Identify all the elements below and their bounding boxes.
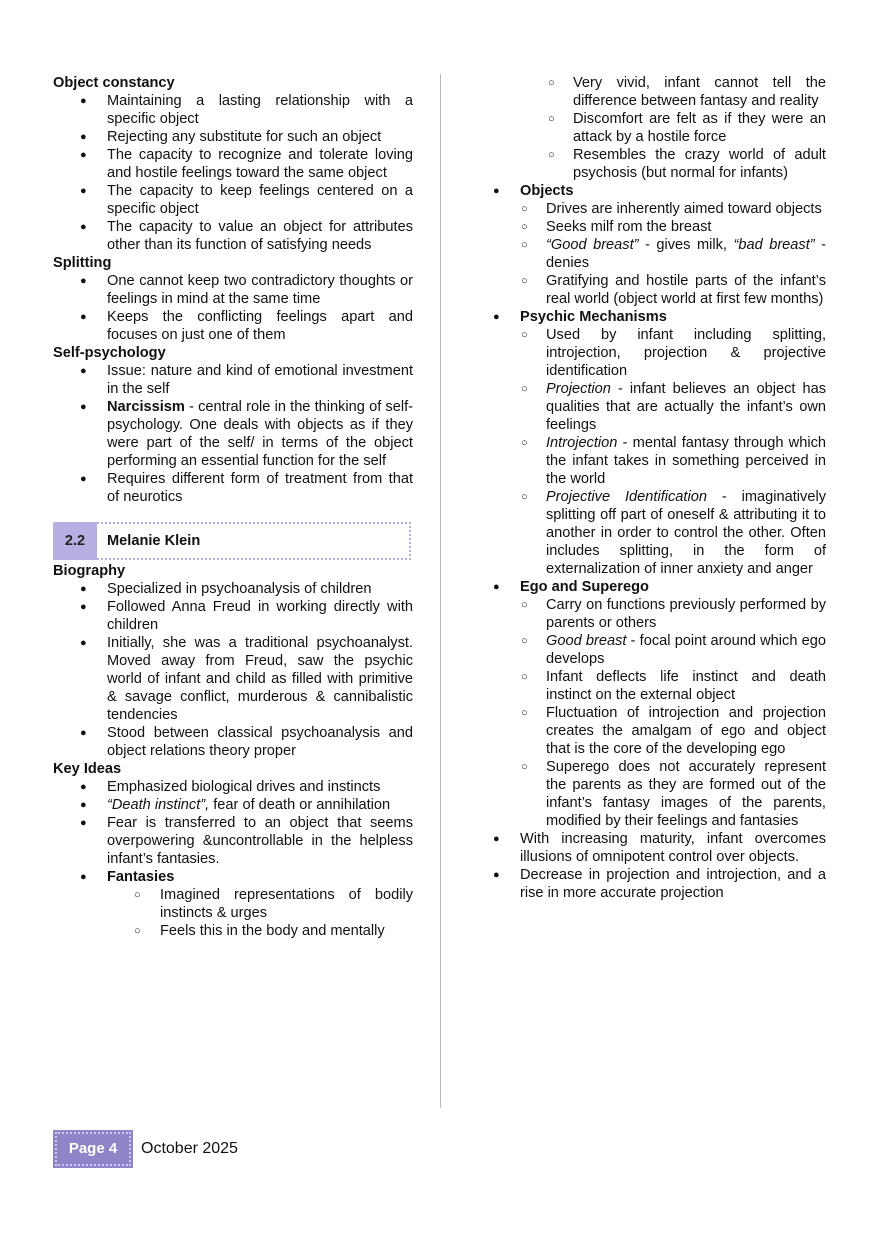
section-header — [53, 522, 411, 560]
column-divider — [440, 74, 441, 1108]
term-introjection: Introjection — [546, 435, 618, 451]
page-number-badge: Page 4 — [53, 1130, 133, 1168]
sub-list-item: ○ Carry on functions previously performed by parents or others — [493, 596, 826, 632]
term-good-breast: Good breast — [546, 633, 627, 649]
sub-list-item: ○ Very vivid, infant cannot tell the difference between fantasy and reality — [520, 74, 826, 110]
ego-sublist — [493, 596, 826, 830]
section-number: 2.2 — [53, 522, 97, 560]
sub-list-item — [493, 488, 826, 578]
sub-list-item: ○ Seeks milf rom the breast — [493, 218, 826, 236]
list-item: ● Keeps the conflicting feelings apart and focuses on just one of them — [53, 308, 413, 344]
list-item: ● The capacity to value an object for attributes other than its function of satisfying needs — [53, 218, 413, 254]
biography-list — [53, 580, 413, 760]
list-item: ● Issue: nature and kind of emotional investment in the self — [53, 362, 413, 398]
list-item: ● The capacity to recognize and tolerate loving and hostile feelings toward the same object — [53, 146, 413, 182]
list-item — [53, 398, 413, 470]
list-item: ● Decrease in projection and introjection, and a rise in more accurate projection — [493, 866, 826, 902]
term-bad-breast: “bad breast” — [733, 237, 815, 253]
list-item-ego-superego — [493, 578, 826, 830]
term-objects: Objects — [520, 183, 574, 199]
heading-object-constancy: Object constancy — [53, 75, 175, 91]
list-item: ● Specialized in psychoanalysis of children — [53, 580, 413, 598]
term-definition: - imaginatively splitting off part of oneself & attributing it to another in order to control the other. Often includes splitting, in the form of externalization of inner anxiety and anger — [546, 489, 826, 577]
sub-list-item — [493, 236, 826, 272]
text-run: - denies — [546, 237, 827, 271]
list-item: ● Followed Anna Freud in working directly with children — [53, 598, 413, 634]
list-item: ● Maintaining a lasting relationship with a specific object — [53, 92, 413, 128]
sub-list-item — [493, 632, 826, 668]
right-main-list — [493, 182, 826, 902]
text-run: - gives milk, — [638, 237, 734, 253]
objects-sublist — [493, 200, 826, 308]
term-death-instinct: “Death instinct”, — [107, 797, 210, 813]
self-psychology-list — [53, 362, 413, 506]
term-ego-superego: Ego and Superego — [520, 579, 649, 595]
list-item: ● Emphasized biological drives and instincts — [53, 778, 413, 796]
list-item — [53, 796, 413, 814]
term-projective-identification: Projective Identification — [546, 489, 707, 505]
term-definition: - focal point around which ego develops — [546, 633, 826, 667]
heading-key-ideas: Key Ideas — [53, 761, 122, 777]
list-item-psychic-mechanisms — [493, 308, 826, 578]
fantasies-continued-sublist — [520, 74, 826, 182]
sub-list-item: ○ Resembles the crazy world of adult psychosis (but normal for infants) — [520, 146, 826, 182]
fantasies-sublist — [107, 886, 413, 940]
term-definition: - central role in the thinking of self-psychology. One deals with objects as if they were part of the self/ in terms of the object performing an essential function for the self — [107, 399, 413, 469]
term-definition: fear of death or annihilation — [209, 797, 391, 813]
splitting-list — [53, 272, 413, 344]
list-item: ● Initially, she was a traditional psychoanalyst. Moved away from Freud, saw the psychic world of infant and child as filled with primitive & savage conflict, murderous & cannibalistic tendencies — [53, 634, 413, 724]
sub-list-item: ○ Drives are inherently aimed toward objects — [493, 200, 826, 218]
list-item: ● Fear is transferred to an object that seems overpowering &uncontrollable in the helpless infant’s fantasies. — [53, 814, 413, 868]
list-item-objects — [493, 182, 826, 308]
sub-list-item: ○ Fluctuation of introjection and projection creates the amalgam of ego and object that is the core of the developing ego — [493, 704, 826, 758]
term-fantasies: Fantasies — [107, 869, 175, 885]
list-item: ● With increasing maturity, infant overcomes illusions of omnipotent control over objects. — [493, 830, 826, 866]
sub-list-item: ○ Feels this in the body and mentally — [107, 922, 413, 940]
section-title: Melanie Klein — [107, 533, 201, 549]
sub-list-item: ○ Imagined representations of bodily instincts & urges — [107, 886, 413, 922]
list-item: ● The capacity to keep feelings centered on a specific object — [53, 182, 413, 218]
heading-biography: Biography — [53, 563, 126, 579]
term-narcissism: Narcissism — [107, 399, 185, 415]
list-item: ● Rejecting any substitute for such an object — [53, 128, 413, 146]
term-psychic-mechanisms: Psychic Mechanisms — [520, 309, 667, 325]
psychic-sublist — [493, 326, 826, 578]
heading-self-psychology: Self-psychology — [53, 345, 166, 361]
footer-date: October 2025 — [141, 1140, 238, 1157]
term-good-breast: “Good breast” — [546, 237, 639, 253]
list-item: ● Requires different form of treatment from that of neurotics — [53, 470, 413, 506]
sub-list-item — [493, 380, 826, 434]
sub-list-item: ○ Discomfort are felt as if they were an attack by a hostile force — [520, 110, 826, 146]
left-column — [53, 74, 413, 940]
sub-list-item: ○ Gratifying and hostile parts of the infant’s real world (object world at first few months) — [493, 272, 826, 308]
term-projection: Projection — [546, 381, 611, 397]
list-item: ● One cannot keep two contradictory thoughts or feelings in mind at the same time — [53, 272, 413, 308]
term-definition: - infant believes an object has qualities that are actually the infant’s own feelings — [546, 381, 826, 433]
key-ideas-list — [53, 778, 413, 940]
object-constancy-list — [53, 92, 413, 254]
term-definition: - mental fantasy through which the infant takes in something perceived in the world — [546, 435, 826, 487]
right-column — [493, 74, 826, 902]
sub-list-item — [493, 434, 826, 488]
sub-list-item: ○ Infant deflects life instinct and death instinct on the external object — [493, 668, 826, 704]
list-item: ● Stood between classical psychoanalysis and object relations theory proper — [53, 724, 413, 760]
list-item — [53, 868, 413, 940]
heading-splitting: Splitting — [53, 255, 112, 271]
sub-list-item: ○ Superego does not accurately represent the parents as they are formed out of the infant’s fantasy images of the parents, modified by their feelings and fantasies — [493, 758, 826, 830]
sub-list-item: ○ Used by infant including splitting, introjection, projection & projective identification — [493, 326, 826, 380]
